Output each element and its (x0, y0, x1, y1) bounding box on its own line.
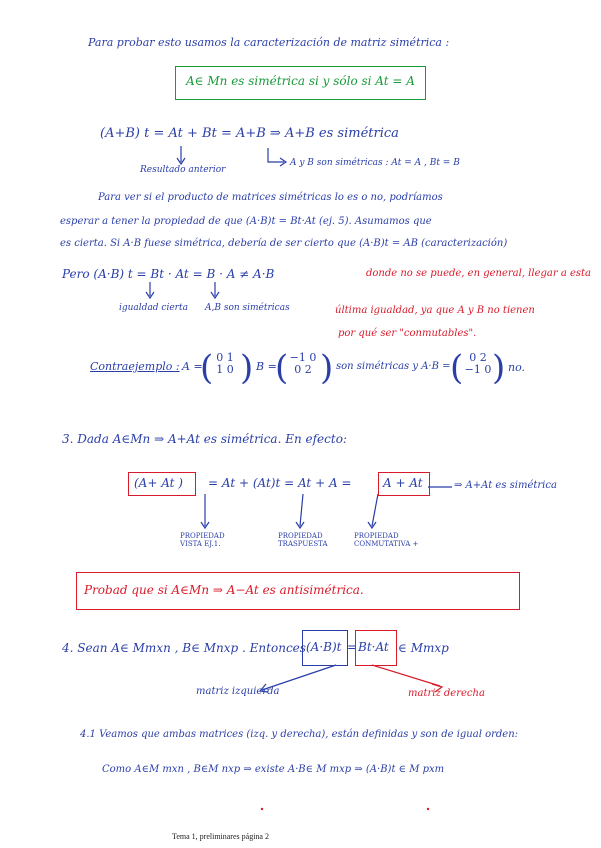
matrix-ab-close-paren: ) (492, 348, 506, 388)
sum-transpose-eq: (A+B) t = At + Bt = A+B ⇒ A+B es simétrica (100, 126, 399, 141)
matrix-a-row-2: 1 0 (216, 363, 234, 376)
matrix-a-open-paren: ( (200, 348, 214, 388)
section-3-middle-expr: = At + (At)t = At + A = (208, 476, 352, 490)
matrix-a-label: A = (182, 360, 203, 373)
resultado-anterior-note: Resultado anterior (140, 165, 226, 175)
page-footer: Tema 1, preliminares página 2 (172, 832, 269, 841)
prop-2-line-1: PROPIEDAD (278, 532, 323, 540)
prop-1-label (180, 532, 225, 548)
section-4-1-text: 4.1 Veamos que ambas matrices (izq. y derecha), están definidas y son de igual orden: (80, 729, 518, 740)
matrix-a-close-paren: ) (240, 348, 254, 388)
section-3-right-expr: A + At (383, 476, 423, 490)
matrix-b-label: B = (256, 360, 277, 373)
contraejemplo-end: no. (508, 361, 526, 374)
igualdad-cierta-note: igualdad cierta (119, 303, 188, 313)
matriz-derecha-label: matriz derecha (408, 688, 485, 699)
section-3-conclusion: ⇒ A+At es simétrica (454, 480, 557, 491)
matrix-b-open-paren: ( (275, 348, 289, 388)
matrix-ab-open-paren: ( (450, 348, 464, 388)
prop-2-label (278, 532, 328, 548)
section-4-equals: = (347, 640, 358, 654)
matrix-b (283, 352, 323, 376)
section-4-heading: 4. Sean A∈ Mmxn , B∈ Mnxp . Entonces (62, 641, 306, 655)
ab-simetricas-note: A,B son simétricas (205, 303, 290, 313)
characterization-text: A∈ Mn es simétrica si y sólo si At = A (186, 74, 415, 88)
intro-line: Para probar esto usamos la caracterización de matriz simétrica : (88, 36, 450, 49)
ultima-igualdad-note-2: por qué ser "conmutables". (338, 328, 477, 339)
contraejemplo-label: Contraejemplo : (90, 360, 180, 373)
ab-symmetric-note: A y B son simétricas : At = A , Bt = B (290, 158, 460, 168)
matrix-a-row-1: 0 1 (216, 351, 234, 364)
section-4-left-expr: (A·B)t (306, 640, 342, 654)
section-4-right-expr: Bt·At (358, 640, 389, 654)
pero-equation: Pero (A·B) t = Bt · At = B · A ≠ A·B (62, 267, 275, 281)
prop-3-line-2: CONMUTATIVA + (354, 540, 419, 548)
prop-2-line-2: TRASPUESTA (278, 540, 328, 548)
section-4-end: ∈ Mmxp (398, 641, 449, 655)
matrix-b-close-paren: ) (320, 348, 334, 388)
como-line: Como A∈M mxn , B∈M nxp ⇒ existe A·B∈ M mxp ⇒ (A·B)t ∈ M pxm (102, 764, 445, 775)
probad-text: Probad que si A∈Mn ⇒ A−At es antisimétrica. (84, 583, 364, 597)
pero-note-red: donde no se puede, en general, llegar a esta (366, 268, 591, 279)
paragraph-line-3: es cierta. Si A·B fuese simétrica, debería de ser cierto que (A·B)t = AB (caracterización) (60, 238, 508, 249)
matrix-ab-row-2: −1 0 (464, 363, 492, 376)
paragraph-line-2: esperar a tener la propiedad de que (A·B)t = Bt·At (ej. 5). Asumamos que (60, 216, 432, 227)
prop-3-line-1: PROPIEDAD (354, 532, 399, 540)
prop-1-line-1: PROPIEDAD (180, 532, 225, 540)
section-3-left-expr: (A+ At ) (134, 476, 183, 490)
matrix-b-row-1: −1 0 (289, 351, 317, 364)
matrix-b-row-2: 0 2 (294, 363, 312, 376)
paragraph-line-1: Para ver si el producto de matrices simétricas lo es o no, podríamos (98, 192, 443, 203)
contraejemplo-text: son simétricas y A·B = (336, 361, 451, 372)
matrix-ab-row-1: 0 2 (469, 351, 487, 364)
prop-1-line-2: VISTA EJ.1. (180, 540, 221, 548)
matriz-izquierda-label: matriz izquierda (196, 686, 280, 697)
section-3-heading: 3. Dada A∈Mn ⇒ A+At es simétrica. En efecto: (62, 432, 347, 446)
ultima-igualdad-note-1: última igualdad, ya que A y B no tienen (335, 305, 535, 316)
matrix-a (208, 352, 242, 376)
prop-3-label (354, 532, 418, 548)
